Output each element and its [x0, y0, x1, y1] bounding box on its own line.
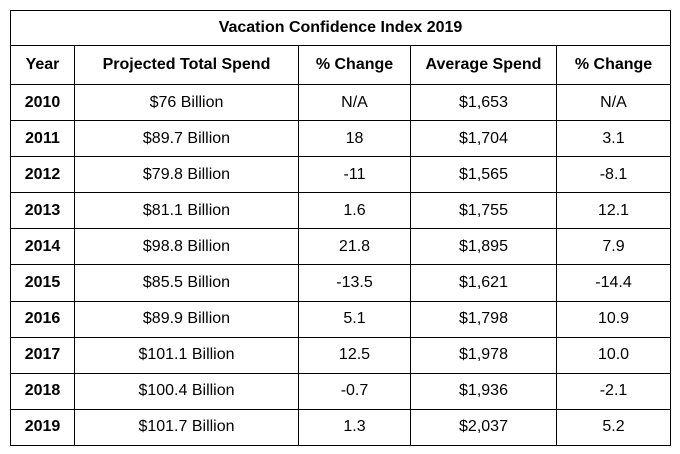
average-spend-cell: $1,895: [411, 229, 557, 265]
year-cell: 2014: [11, 229, 75, 265]
table-row: [11, 85, 671, 121]
column-header-projected-total-spend: Projected Total Spend: [75, 46, 299, 85]
projected-total-spend-cell: $76 Billion: [75, 85, 299, 121]
total-spend-change-cell: -11: [299, 157, 411, 193]
column-header-total-spend-change: % Change: [299, 46, 411, 85]
average-spend-change-cell: 10.9: [557, 301, 671, 337]
projected-total-spend-cell: $89.7 Billion: [75, 121, 299, 157]
average-spend-change-cell: 7.9: [557, 229, 671, 265]
projected-total-spend-cell: $81.1 Billion: [75, 193, 299, 229]
projected-total-spend-cell: $101.7 Billion: [75, 409, 299, 445]
year-cell: 2010: [11, 85, 75, 121]
average-spend-cell: $1,755: [411, 193, 557, 229]
average-spend-change-cell: 12.1: [557, 193, 671, 229]
total-spend-change-cell: N/A: [299, 85, 411, 121]
year-cell: 2018: [11, 373, 75, 409]
total-spend-change-cell: 21.8: [299, 229, 411, 265]
year-cell: 2011: [11, 121, 75, 157]
header-row: [11, 46, 671, 85]
total-spend-change-cell: 5.1: [299, 301, 411, 337]
average-spend-cell: $1,798: [411, 301, 557, 337]
projected-total-spend-cell: $98.8 Billion: [75, 229, 299, 265]
table-row: [11, 193, 671, 229]
table-row: [11, 337, 671, 373]
column-header-year: Year: [11, 46, 75, 85]
projected-total-spend-cell: $85.5 Billion: [75, 265, 299, 301]
table-row: [11, 301, 671, 337]
year-cell: 2015: [11, 265, 75, 301]
projected-total-spend-cell: $100.4 Billion: [75, 373, 299, 409]
average-spend-change-cell: -14.4: [557, 265, 671, 301]
column-header-average-spend: Average Spend: [411, 46, 557, 85]
year-cell: 2016: [11, 301, 75, 337]
title-row: [11, 11, 671, 46]
total-spend-change-cell: 1.6: [299, 193, 411, 229]
average-spend-cell: $1,653: [411, 85, 557, 121]
average-spend-change-cell: -2.1: [557, 373, 671, 409]
table-row: [11, 229, 671, 265]
average-spend-change-cell: -8.1: [557, 157, 671, 193]
table-row: [11, 121, 671, 157]
projected-total-spend-cell: $79.8 Billion: [75, 157, 299, 193]
average-spend-cell: $1,565: [411, 157, 557, 193]
table-row: [11, 265, 671, 301]
projected-total-spend-cell: $89.9 Billion: [75, 301, 299, 337]
average-spend-change-cell: 5.2: [557, 409, 671, 445]
table-title: Vacation Confidence Index 2019: [11, 11, 671, 46]
total-spend-change-cell: -13.5: [299, 265, 411, 301]
year-cell: 2019: [11, 409, 75, 445]
column-header-average-spend-change: % Change: [557, 46, 671, 85]
average-spend-cell: $1,936: [411, 373, 557, 409]
table-row: [11, 409, 671, 445]
average-spend-cell: $1,978: [411, 337, 557, 373]
total-spend-change-cell: 1.3: [299, 409, 411, 445]
year-cell: 2017: [11, 337, 75, 373]
year-cell: 2012: [11, 157, 75, 193]
average-spend-cell: $2,037: [411, 409, 557, 445]
average-spend-change-cell: N/A: [557, 85, 671, 121]
year-cell: 2013: [11, 193, 75, 229]
table-row: [11, 157, 671, 193]
projected-total-spend-cell: $101.1 Billion: [75, 337, 299, 373]
average-spend-change-cell: 10.0: [557, 337, 671, 373]
total-spend-change-cell: -0.7: [299, 373, 411, 409]
average-spend-cell: $1,704: [411, 121, 557, 157]
total-spend-change-cell: 12.5: [299, 337, 411, 373]
total-spend-change-cell: 18: [299, 121, 411, 157]
table-body: [11, 85, 671, 446]
table-row: [11, 373, 671, 409]
average-spend-cell: $1,621: [411, 265, 557, 301]
vacation-confidence-table: [10, 10, 671, 446]
average-spend-change-cell: 3.1: [557, 121, 671, 157]
